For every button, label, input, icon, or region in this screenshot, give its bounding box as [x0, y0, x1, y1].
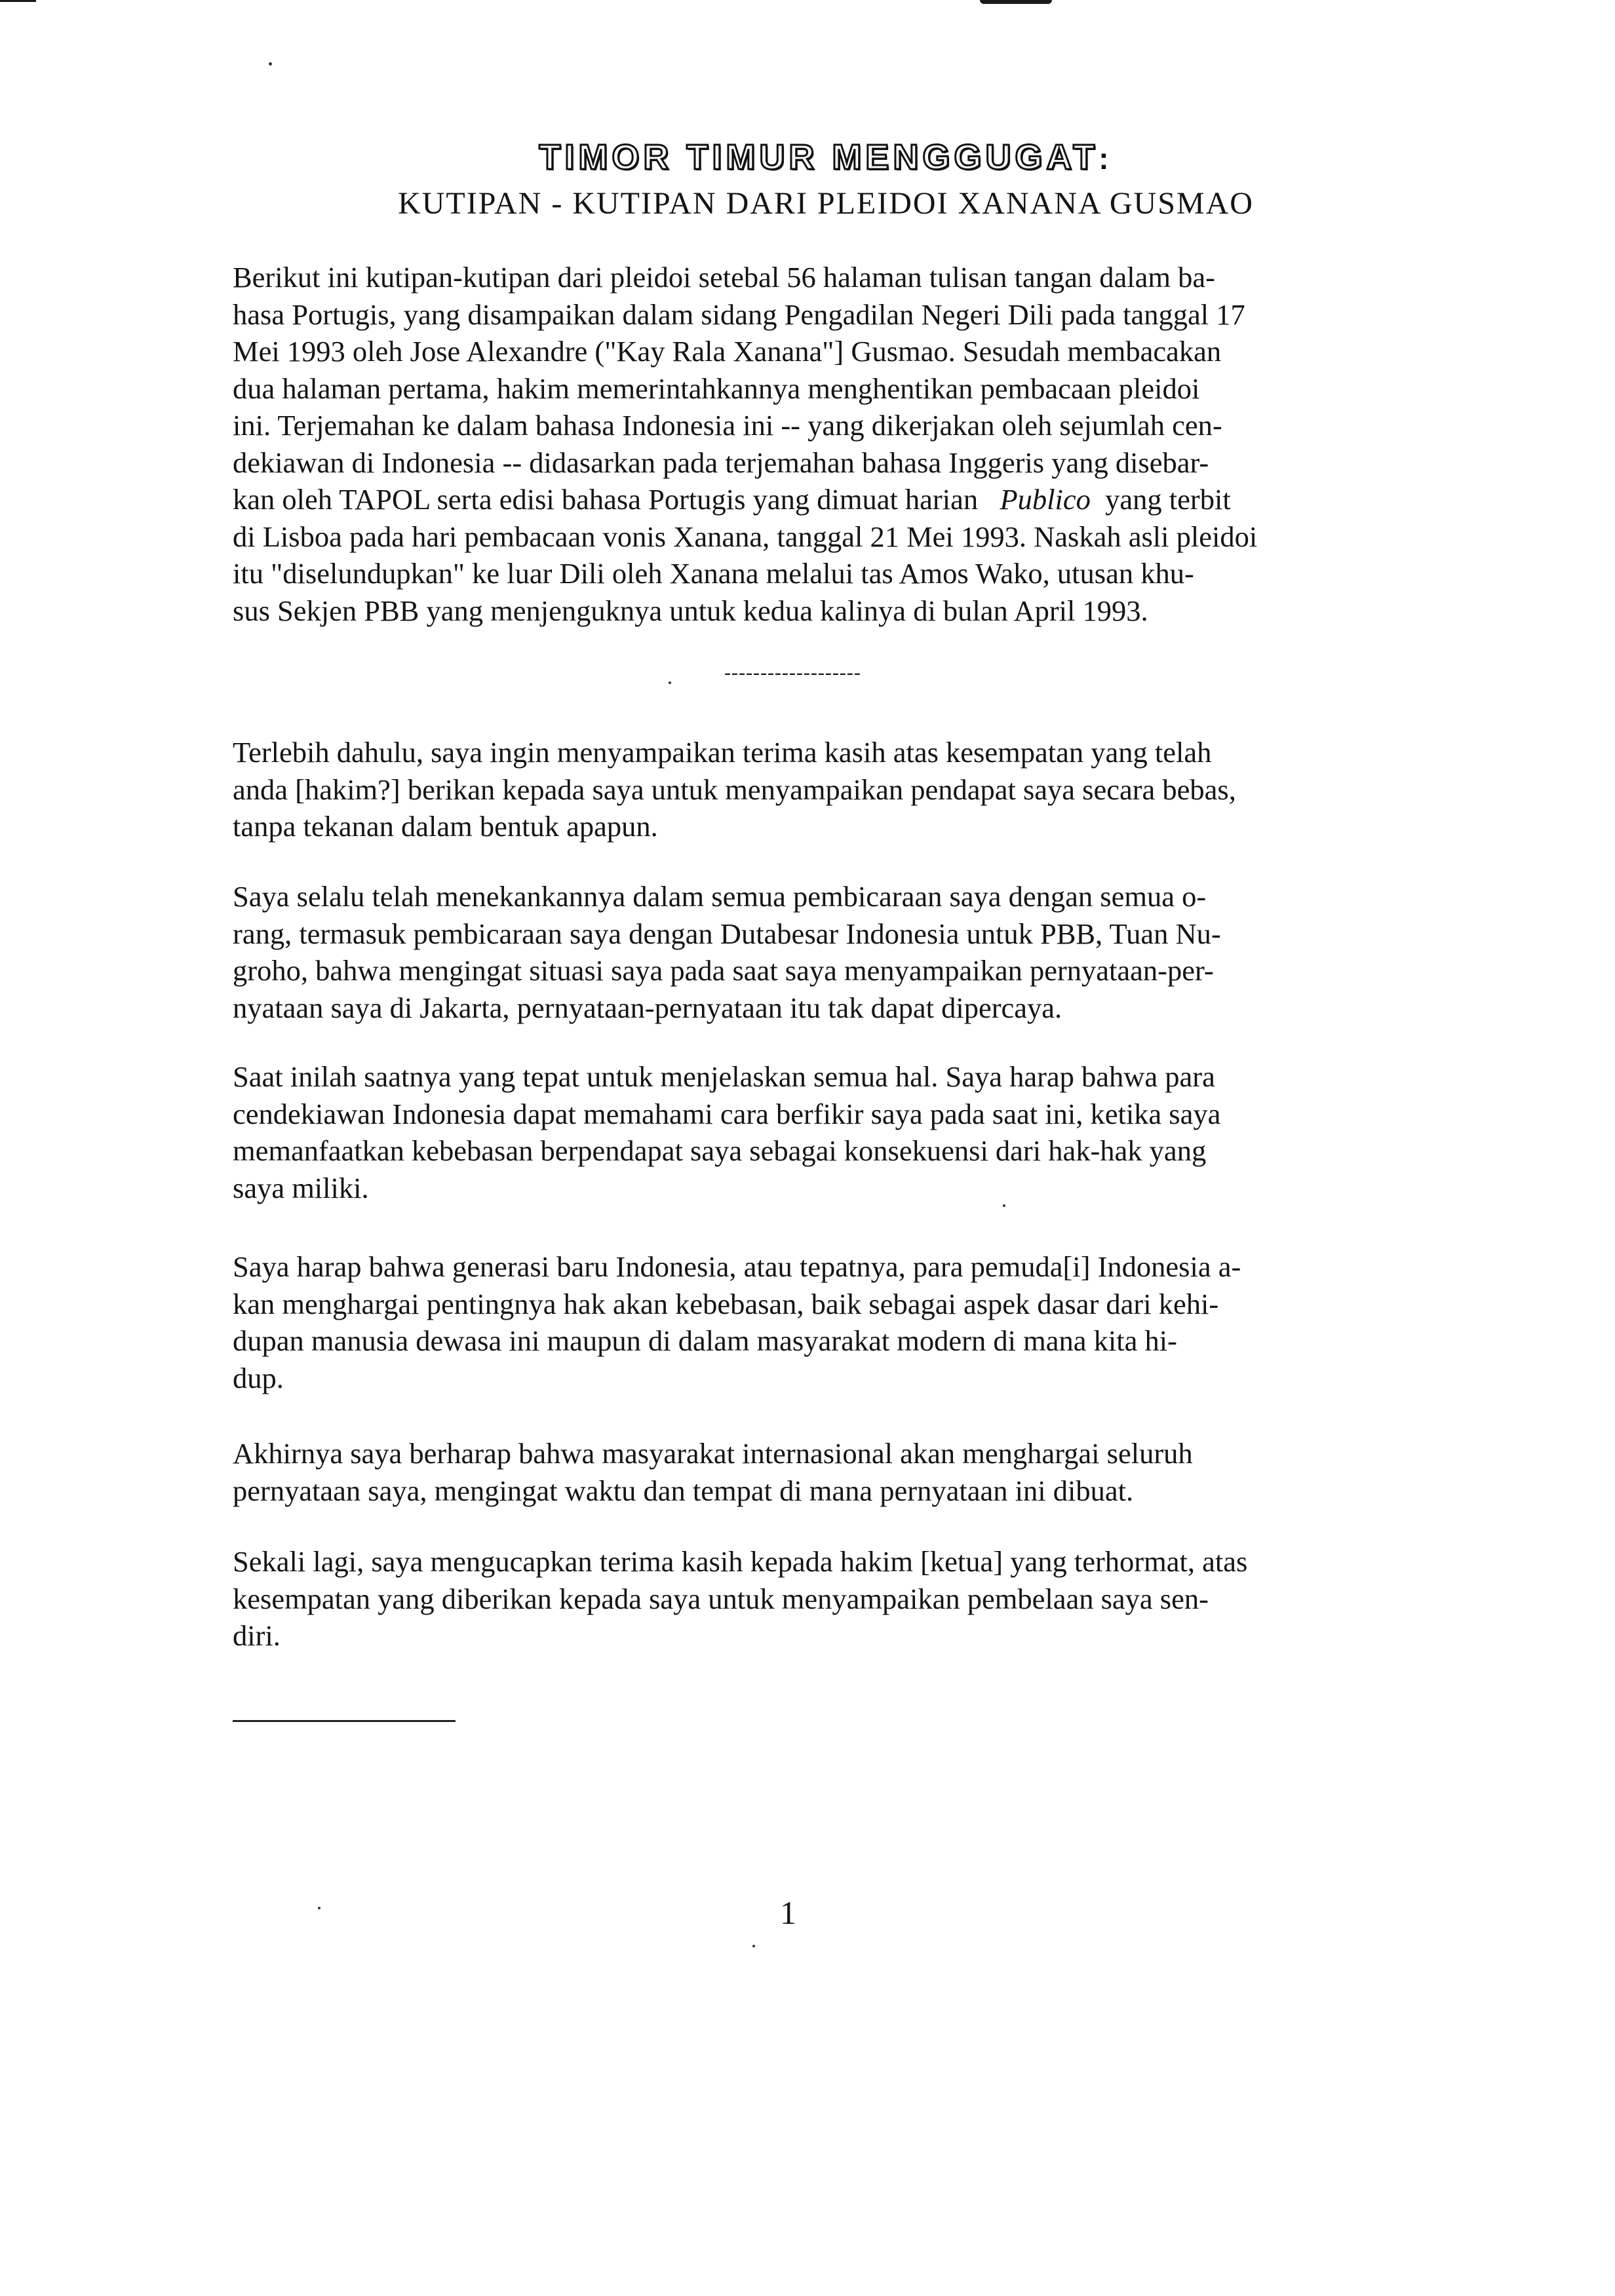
intro-line-text: kan oleh TAPOL serta edisi bahasa Portugis yang dimuat harian	[233, 483, 979, 516]
body-line: Terlebih dahulu, saya ingin menyampaikan terima kasih atas kesempatan yang telah	[233, 736, 1212, 769]
body-line: Saya selalu telah menekankannya dalam semua pembicaraan saya dengan semua o-	[233, 880, 1207, 913]
stray-dot	[269, 62, 272, 66]
body-line: rang, termasuk pembicaraan saya dengan Dutabesar Indonesia untuk PBB, Tuan Nu-	[233, 917, 1221, 950]
intro-line: ini. Terjemahan ke dalam bahasa Indonesia ini -- yang dikerjakan oleh sejumlah cen-	[233, 409, 1222, 442]
body-line: cendekiawan Indonesia dapat memahami cara berfikir saya pada saat ini, ketika saya	[233, 1097, 1221, 1130]
intro-line-publico	[233, 481, 1422, 518]
body-line: Sekali lagi, saya mengucapkan terima kasih kepada hakim [ketua] yang terhormat, atas	[233, 1545, 1248, 1578]
intro-line: dekiawan di Indonesia -- didasarkan pada terjemahan bahasa Inggeris yang disebar-	[233, 446, 1209, 479]
intro-line: dua halaman pertama, hakim memerintahkannya menghentikan pembacaan pleidoi	[233, 372, 1200, 405]
footnote-rule	[233, 1720, 456, 1722]
scan-edge-mark-left	[0, 0, 36, 2]
page-number: 1	[780, 1894, 796, 1931]
stray-dot	[669, 681, 671, 684]
intro-line: di Lisboa pada hari pembacaan vonis Xanana, tanggal 21 Mei 1993. Naskah asli pleidoi	[233, 520, 1258, 553]
body-line: dup.	[233, 1361, 284, 1394]
body-paragraph	[233, 1435, 1422, 1509]
body-line: Akhirnya saya berharap bahwa masyarakat internasional akan menghargai seluruh	[233, 1437, 1193, 1470]
body-line: kesempatan yang diberikan kepada saya untuk menyampaikan pembelaan saya sen-	[233, 1582, 1209, 1615]
document-subtitle: KUTIPAN - KUTIPAN DARI PLEIDOI XANANA GUSMAO	[398, 186, 1254, 221]
newspaper-name: Publico	[1000, 483, 1091, 516]
intro-line: sus Sekjen PBB yang menjenguknya untuk kedua kalinya di bulan April 1993.	[233, 594, 1148, 627]
stray-dot	[1003, 1204, 1005, 1207]
section-separator: -------------------	[724, 662, 861, 683]
body-paragraph	[233, 1058, 1422, 1206]
title-main-text: TIMOR TIMUR MENGGUGAT	[539, 138, 1099, 177]
body-line: pernyataan saya, mengingat waktu dan tempat di mana pernyataan ini dibuat.	[233, 1474, 1134, 1507]
body-paragraph	[233, 1248, 1422, 1396]
scan-edge-mark-top	[980, 0, 1052, 4]
body-line: kan menghargai pentingnya hak akan kebebasan, baik sebagai aspek dasar dari kehi-	[233, 1287, 1219, 1320]
body-line: diri.	[233, 1619, 281, 1652]
body-line: tanpa tekanan dalam bentuk apapun.	[233, 810, 658, 843]
body-paragraph	[233, 734, 1422, 845]
stray-dot	[752, 1945, 755, 1947]
body-line: memanfaatkan kebebasan berpendapat saya sebagai konsekuensi dari hak-hak yang	[233, 1134, 1207, 1167]
intro-line-tail: yang terbit	[1105, 483, 1231, 516]
intro-paragraph	[233, 259, 1422, 629]
intro-line: hasa Portugis, yang disampaikan dalam sidang Pengadilan Negeri Dili pada tanggal 17	[233, 297, 1245, 331]
body-line: nyataan saya di Jakarta, pernyataan-pernyataan itu tak dapat dipercaya.	[233, 991, 1062, 1024]
body-paragraph	[233, 1543, 1422, 1655]
title-colon: :	[1099, 142, 1113, 176]
body-line: Saat inilah saatnya yang tepat untuk menjelaskan semua hal. Saya harap bahwa para	[233, 1060, 1215, 1093]
stray-dot	[318, 1907, 321, 1909]
document-title	[236, 134, 1416, 182]
intro-line: itu "diselundupkan" ke luar Dili oleh Xanana melalui tas Amos Wako, utusan khu-	[233, 557, 1194, 590]
body-line: anda [hakim?] berikan kepada saya untuk menyampaikan pendapat saya secara bebas,	[233, 773, 1236, 806]
body-line: saya miliki.	[233, 1171, 369, 1204]
body-paragraph	[233, 878, 1422, 1026]
body-line: dupan manusia dewasa ini maupun di dalam masyarakat modern di mana kita hi-	[233, 1324, 1177, 1357]
title-block	[236, 134, 1416, 225]
body-line: Saya harap bahwa generasi baru Indonesia, atau tepatnya, para pemuda[i] Indonesia a-	[233, 1250, 1241, 1283]
body-line: groho, bahwa mengingat situasi saya pada saat saya menyampaikan pernyataan-per-	[233, 954, 1214, 987]
intro-line: Berikut ini kutipan-kutipan dari pleidoi setebal 56 halaman tulisan tangan dalam ba-	[233, 261, 1215, 294]
intro-line: Mei 1993 oleh Jose Alexandre ("Kay Rala Xanana"] Gusmao. Sesudah membacakan	[233, 335, 1222, 368]
